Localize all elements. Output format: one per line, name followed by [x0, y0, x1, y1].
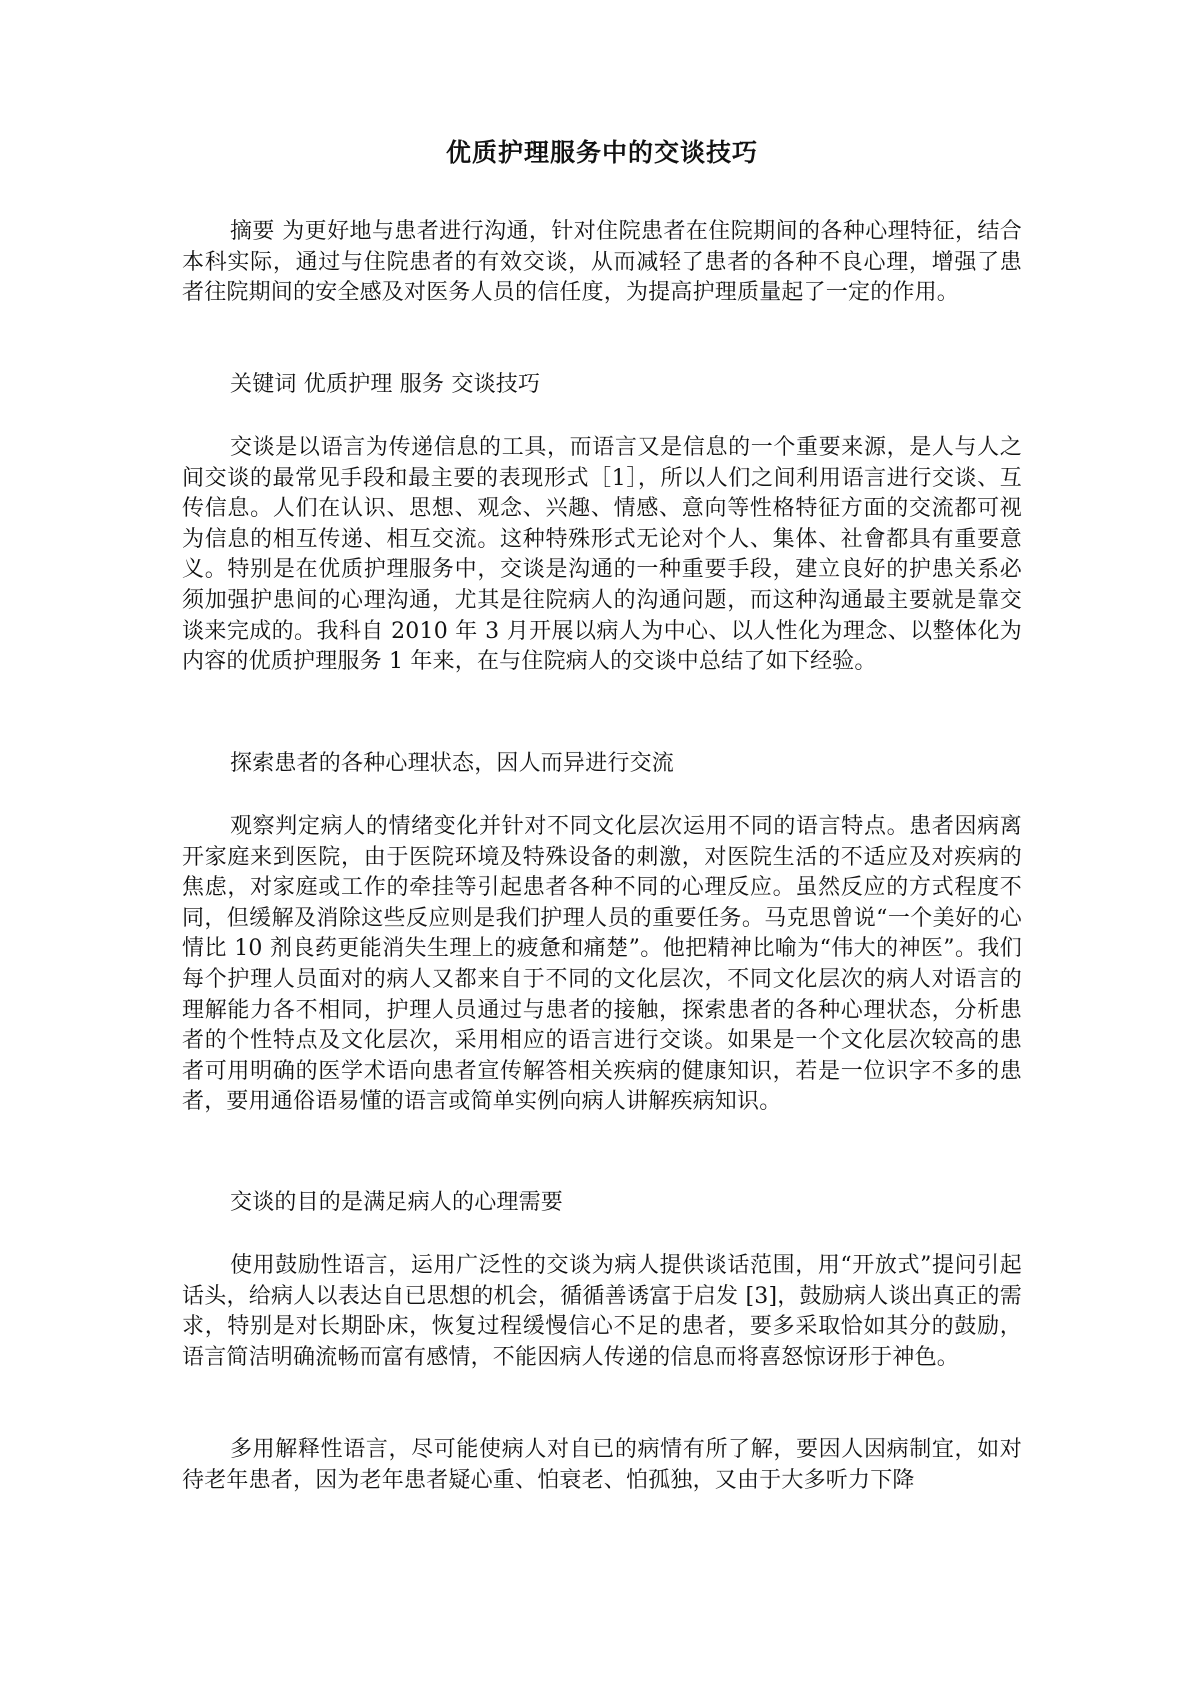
section-heading-psychology: 探索患者的各种心理状态，因人而异进行交流	[230, 751, 675, 776]
keywords-line: 关键词 优质护理 服务 交谈技巧	[230, 372, 541, 397]
document-title: 优质护理服务中的交谈技巧	[445, 138, 758, 167]
section-paragraph-psychology: 观察判定病人的情绪变化并针对不同文化层次运用不同的语言特点。患者因病离开家庭来到医院，由于医院环境及特殊设备的刺激，对医院生活的不适应及对疾病的焦虑，对家庭或工作的牵挂等引起患者各种不同的心理反应。虽然反应的方式程度不同，但缓解及消除这些反应则是我们护理人员的重要任务。马克思曾说“一个美好的心情比 10 剂良药更能消失生理上的疲惫和痛楚”。他把精神比喻为“伟大的神医”。我们每个护理人员面对的病人又都来自于不同的文化层次，不同文化层次的病人对语言的理解能力各不相同，护理人员通过与患者的接触，探索患者的各种心理状态，分析患者的个性特点及文化层次，采用相应的语言进行交谈。如果是一个文化层次较高的患者可用明确的医学术语向患者宣传解答相关疾病的健康知识，若是一位识字不多的患者，要用通俗语易懂的语言或简单实例向病人讲解疾病知识。	[182, 814, 1022, 1115]
section-paragraph-explanation: 多用解释性语言，尽可能使病人对自已的病情有所了解，要因人因病制宜，如对待老年患者，因为老年患者疑心重、怕衰老、怕孤独，又由于大多听力下降	[182, 1437, 1022, 1493]
section-heading-needs: 交谈的目的是满足病人的心理需要	[230, 1190, 564, 1215]
intro-paragraph: 交谈是以语言为传递信息的工具，而语言又是信息的一个重要来源，是人与人之间交谈的最常见手段和最主要的表现形式［1］，所以人们之间利用语言进行交谈、互传信息。人们在认识、思想、观念、兴趣、情感、意向等性格特征方面的交流都可视为信息的相互传递、相互交流。这种特殊形式无论对个人、集体、社會都具有重要意义。特别是在优质护理服务中，交谈是沟通的一种重要手段，建立良好的护患关系必须加强护患间的心理沟通，尤其是往院病人的沟通问题，而这种沟通最主要就是靠交谈来完成的。我科自 2010 年 3 月开展以病人为中心、以人性化为理念、以整体化为内容的优质护理服务 1 年来，在与住院病人的交谈中总结了如下经验。	[182, 435, 1022, 675]
section-paragraph-encouragement: 使用鼓励性语言，运用广泛性的交谈为病人提供谈话范围，用“开放式”提问引起话头，给病人以表达自已思想的机会，循循善诱富于启发 [3]，鼓励病人谈出真正的需求，特别是对长期卧床，恢复过程缓慢信心不足的患者，要多采取恰如其分的鼓励，语言简洁明确流畅而富有感情，不能因病人传递的信息而将喜怒惊讶形于神色。	[182, 1253, 1022, 1370]
abstract-paragraph: 摘要 为更好地与患者进行沟通，针对住院患者在住院期间的各种心理特征，结合本科实际，通过与住院患者的有效交谈，从而减轻了患者的各种不良心理，增强了患者往院期间的安全感及对医务人员的信任度，为提高护理质量起了一定的作用。	[182, 219, 1022, 306]
